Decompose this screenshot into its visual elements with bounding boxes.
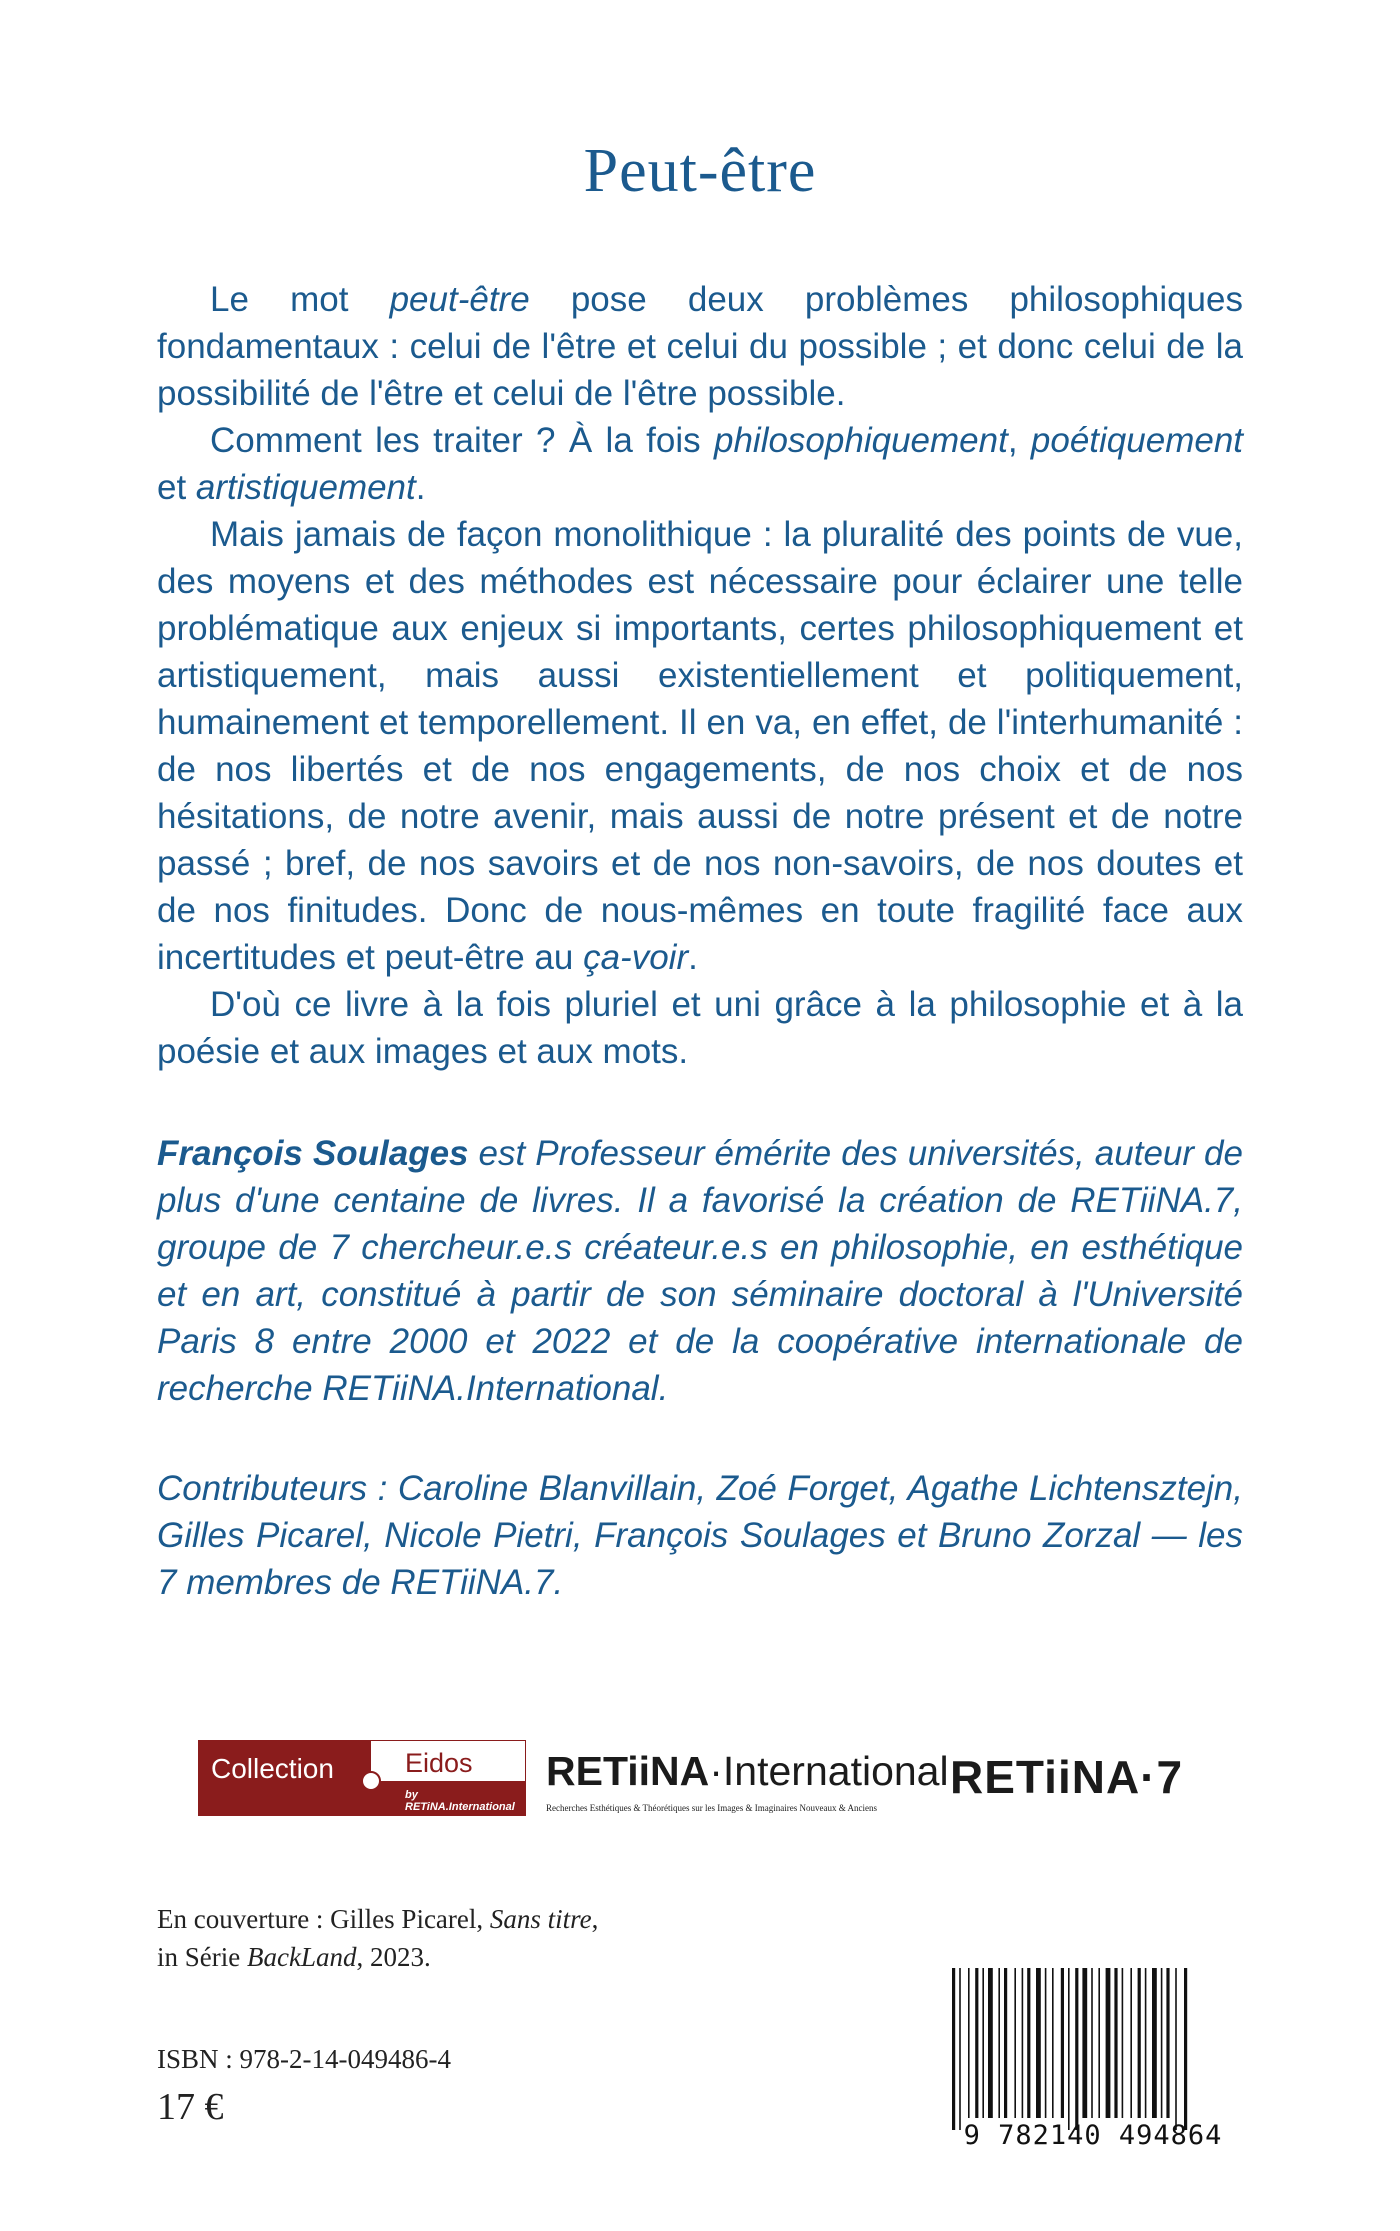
barcode-bar <box>1161 1968 1163 2118</box>
author-bio-text: est Professeur émérite des universités, auteur de plus d'une centaine de livres. Il a favorisé la création de RETiiNA.7, groupe de 7 chercheur.e.s créateur.e.s en philosophie, en esthétique et en art, constitué à partir de son séminaire doctoral à l'Université Paris 8 entre 2000 et 2022 et de la coopérative internationale de recherche RETiiNA.International. <box>157 1134 1243 1408</box>
blurb <box>157 276 1243 1075</box>
cover-credit <box>157 1900 757 1976</box>
barcode-bar <box>1152 1968 1157 2118</box>
barcode-bar <box>1184 1968 1187 2130</box>
barcode-bar <box>968 1968 970 2118</box>
barcode-bar <box>1075 1968 1078 2130</box>
barcode-bar <box>1036 1968 1041 2118</box>
collection-dot-icon <box>361 1771 381 1791</box>
barcode-bar <box>1106 1968 1111 2118</box>
author-bio <box>157 1130 1243 1412</box>
cover-credit-line-1 <box>157 1900 757 1938</box>
cover-work-title: Sans titre <box>489 1904 592 1934</box>
blurb-paragraph-1 <box>157 276 1243 417</box>
barcode-bar <box>1068 1968 1070 2130</box>
barcode-bar <box>1045 1968 1047 2118</box>
barcode-bar <box>988 1968 993 2118</box>
blurb-emphasis: philosophiquement <box>713 421 1008 460</box>
price: 17 € <box>157 2086 224 2128</box>
author-name: François Soulages <box>157 1134 469 1173</box>
retiina-intl-bold: RETiiNA <box>546 1748 710 1794</box>
collection-eidos-logo <box>198 1740 526 1816</box>
barcode-bar <box>1122 1968 1124 2118</box>
barcode-bar <box>1014 1968 1016 2118</box>
blurb-paragraph-4: D'où ce livre à la fois pluriel et uni grâce à la philosophie et à la poésie et aux images et aux mots. <box>157 985 1243 1071</box>
barcode-bar <box>1166 1968 1169 2118</box>
barcode-bar <box>975 1968 978 2118</box>
collection-label: Collection <box>211 1753 334 1784</box>
barcode-bar <box>1145 1968 1147 2118</box>
cover-text: En couverture : Gilles Picarel, <box>157 1904 490 1934</box>
retiina-international-logo <box>546 1748 949 1795</box>
barcode-bar <box>959 1968 961 2130</box>
blurb-text: Mais jamais de façon monolithique : la pluralité des points de vue, des moyens et des méthodes est nécessaire pour éclairer une telle problématique aux enjeux si importants, certes philosophiquement et artistiquement, mais aussi existentiellement et politiquement, humainement et temporellement. Il en va, en effet, de l'interhumanité : de nos libertés et de nos engagements, de nos choix et de nos hésitations, de notre avenir, mais aussi de notre présent et de notre passé ; bref, de nos savoirs et de nos non-savoirs, de nos doutes et de nos finitudes. Donc de nous-mêmes en toute fragilité face aux incertitudes et peut-être au <box>157 515 1243 977</box>
blurb-text: , <box>1007 421 1031 460</box>
book-title: Peut-être <box>583 137 817 205</box>
barcode-bar <box>982 1968 984 2118</box>
barcode-bar <box>998 1968 1000 2118</box>
isbn: ISBN : 978-2-14-049486-4 <box>157 2044 451 2074</box>
blurb-emphasis: artistiquement <box>195 468 416 507</box>
collection-logo-right <box>371 1741 525 1815</box>
contributors: Contributeurs : Caroline Blanvillain, Zoé Forget, Agathe Lichtensztejn, Gilles Picarel, Nicole Pietri, François Soulages et Bruno Zorzal — les 7 membres de RETiiNA.7. <box>157 1469 1243 1602</box>
collection-name: Eidos <box>405 1748 473 1778</box>
barcode-bar <box>1022 1968 1024 2118</box>
retiina-7-logo: RETiiNA·7 <box>950 1751 1184 1803</box>
barcode-bar <box>1052 1968 1054 2118</box>
collection-sub: by RETiNA.International <box>405 1789 515 1813</box>
blurb-emphasis: ça-voir <box>583 938 689 977</box>
barcode-bar <box>1175 1968 1177 2130</box>
cover-text: in Série <box>157 1942 247 1972</box>
barcode-bar <box>1098 1968 1100 2118</box>
barcode-bar <box>1130 1968 1132 2118</box>
barcode-bar <box>1004 1968 1007 2118</box>
blurb-text: et <box>157 468 196 507</box>
blurb-text: . <box>415 468 426 507</box>
publisher-logos <box>198 1740 1208 1824</box>
blurb-emphasis: poétiquement <box>1030 421 1244 460</box>
blurb-text: Le mot <box>210 280 390 319</box>
cover-series-title: BackLand <box>246 1942 357 1972</box>
barcode-bar <box>1082 1968 1087 2118</box>
barcode-bar <box>1061 1968 1064 2118</box>
barcode-bar <box>1027 1968 1030 2118</box>
blurb-text: Comment les traiter ? À la fois <box>210 421 714 460</box>
blurb-text: . <box>688 938 698 977</box>
cover-credit-line-2 <box>157 1938 757 1976</box>
barcode-bar <box>1138 1968 1141 2118</box>
blurb-paragraph-2 <box>157 417 1243 511</box>
barcode-bar <box>1114 1968 1117 2118</box>
barcode-digits: 9 782140 494864 <box>963 2120 1223 2151</box>
retiina-intl-rest: ·International <box>709 1748 949 1794</box>
blurb-paragraph-3 <box>157 511 1243 981</box>
cover-text: , <box>591 1904 599 1934</box>
blurb-emphasis: peut-être <box>389 280 530 319</box>
blurb-text: pose deux problèmes philosophiques fondamentaux : celui de l'être et celui du possible ; et donc celui de la possibilité de l'être et celui de l'être possible. <box>157 280 1243 413</box>
cover-text: , 2023. <box>356 1942 431 1972</box>
barcode <box>948 1968 1238 2152</box>
retiina-international-tagline: Recherches Esthétiques & Théorétiques sur les Images & Imaginaires Nouveaux & Anciens <box>546 1803 877 1813</box>
barcode-bar <box>1091 1968 1093 2118</box>
barcode-bar <box>952 1968 955 2130</box>
